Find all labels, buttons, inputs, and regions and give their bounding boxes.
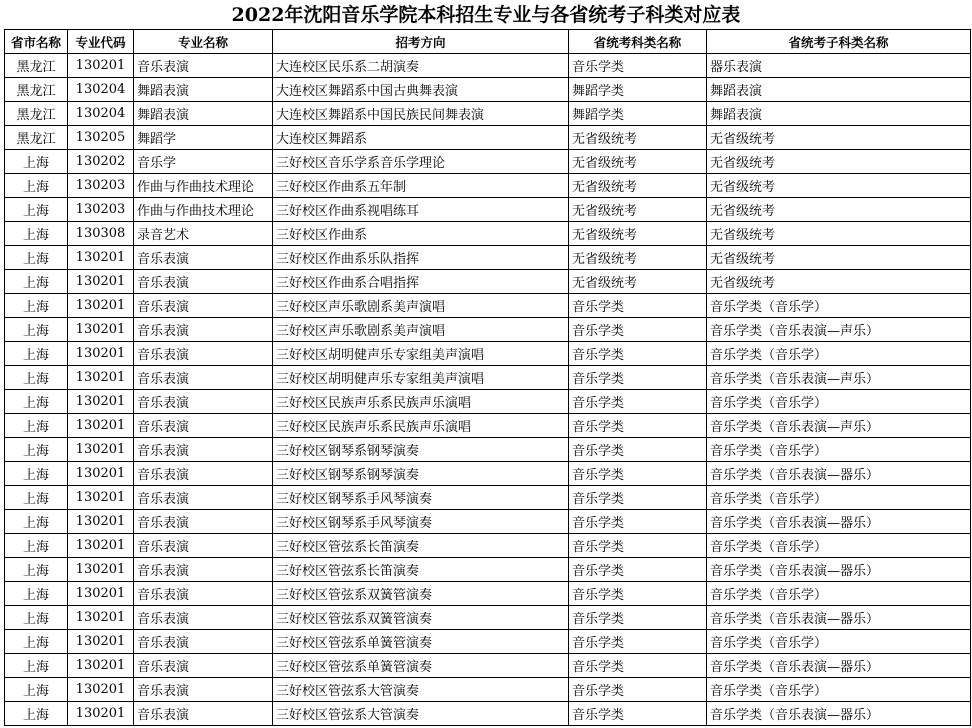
province-cell: 上海 bbox=[5, 390, 68, 414]
exam-subcategory-cell: 音乐学类（音乐表演—器乐） bbox=[707, 606, 971, 630]
table-row bbox=[5, 654, 971, 678]
province-cell: 上海 bbox=[5, 558, 68, 582]
table-row bbox=[5, 318, 971, 342]
major-code-cell: 130201 bbox=[68, 294, 134, 318]
exam-subcategory-cell: 无省级统考 bbox=[707, 246, 971, 270]
exam-subcategory-cell: 舞蹈表演 bbox=[707, 78, 971, 102]
exam-category-cell: 音乐学类 bbox=[569, 558, 707, 582]
table-row bbox=[5, 150, 971, 174]
exam-category-cell: 音乐学类 bbox=[569, 510, 707, 534]
exam-subcategory-cell: 音乐学类（音乐表演—声乐） bbox=[707, 414, 971, 438]
exam-category-cell: 舞蹈学类 bbox=[569, 102, 707, 126]
table-row bbox=[5, 582, 971, 606]
major-code-cell: 130201 bbox=[68, 678, 134, 702]
exam-category-cell: 音乐学类 bbox=[569, 390, 707, 414]
major-name-cell: 作曲与作曲技术理论 bbox=[134, 174, 273, 198]
province-cell: 黑龙江 bbox=[5, 54, 68, 78]
major-name-cell: 音乐表演 bbox=[134, 534, 273, 558]
major-name-cell: 音乐表演 bbox=[134, 678, 273, 702]
exam-category-cell: 无省级统考 bbox=[569, 270, 707, 294]
major-name-cell: 音乐表演 bbox=[134, 486, 273, 510]
major-code-cell: 130204 bbox=[68, 78, 134, 102]
major-code-cell: 130201 bbox=[68, 438, 134, 462]
major-name-cell: 音乐表演 bbox=[134, 630, 273, 654]
major-name-cell: 音乐表演 bbox=[134, 438, 273, 462]
major-code-cell: 130203 bbox=[68, 174, 134, 198]
column-header-province: 省市名称 bbox=[5, 30, 68, 54]
admission-direction-cell: 三好校区声乐歌剧系美声演唱 bbox=[273, 294, 569, 318]
exam-subcategory-cell: 无省级统考 bbox=[707, 150, 971, 174]
table-row bbox=[5, 270, 971, 294]
exam-subcategory-cell: 无省级统考 bbox=[707, 222, 971, 246]
table-row bbox=[5, 102, 971, 126]
admission-direction-cell: 三好校区钢琴系手风琴演奏 bbox=[273, 510, 569, 534]
table-row bbox=[5, 54, 971, 78]
mapping-table bbox=[4, 29, 971, 726]
exam-subcategory-cell: 音乐学类（音乐表演—声乐） bbox=[707, 318, 971, 342]
exam-category-cell: 无省级统考 bbox=[569, 126, 707, 150]
document-title: 2022年沈阳音乐学院本科招生专业与各省统考子科类对应表 bbox=[231, 4, 741, 26]
exam-category-cell: 音乐学类 bbox=[569, 534, 707, 558]
column-header-major-code: 专业代码 bbox=[68, 30, 134, 54]
major-code-cell: 130201 bbox=[68, 558, 134, 582]
province-cell: 上海 bbox=[5, 198, 68, 222]
admission-direction-cell: 三好校区管弦系双簧管演奏 bbox=[273, 606, 569, 630]
major-code-cell: 130201 bbox=[68, 270, 134, 294]
province-cell: 上海 bbox=[5, 582, 68, 606]
major-name-cell: 音乐表演 bbox=[134, 702, 273, 726]
table-row bbox=[5, 558, 971, 582]
exam-category-cell: 音乐学类 bbox=[569, 606, 707, 630]
exam-subcategory-cell: 音乐学类（音乐学） bbox=[707, 582, 971, 606]
major-code-cell: 130201 bbox=[68, 654, 134, 678]
major-name-cell: 舞蹈表演 bbox=[134, 78, 273, 102]
major-name-cell: 音乐表演 bbox=[134, 294, 273, 318]
major-code-cell: 130201 bbox=[68, 606, 134, 630]
major-code-cell: 130201 bbox=[68, 534, 134, 558]
admission-direction-cell: 大连校区民乐系二胡演奏 bbox=[273, 54, 569, 78]
province-cell: 上海 bbox=[5, 606, 68, 630]
table-row bbox=[5, 78, 971, 102]
major-code-cell: 130204 bbox=[68, 102, 134, 126]
major-name-cell: 音乐表演 bbox=[134, 270, 273, 294]
table-row bbox=[5, 702, 971, 726]
major-code-cell: 130201 bbox=[68, 486, 134, 510]
province-cell: 黑龙江 bbox=[5, 102, 68, 126]
table-row bbox=[5, 390, 971, 414]
exam-category-cell: 音乐学类 bbox=[569, 414, 707, 438]
province-cell: 上海 bbox=[5, 414, 68, 438]
exam-subcategory-cell: 音乐学类（音乐学） bbox=[707, 390, 971, 414]
major-name-cell: 舞蹈表演 bbox=[134, 102, 273, 126]
exam-category-cell: 音乐学类 bbox=[569, 54, 707, 78]
table-row bbox=[5, 486, 971, 510]
admission-direction-cell: 三好校区胡明健声乐专家组美声演唱 bbox=[273, 366, 569, 390]
province-cell: 上海 bbox=[5, 510, 68, 534]
major-name-cell: 音乐表演 bbox=[134, 558, 273, 582]
major-code-cell: 130201 bbox=[68, 414, 134, 438]
admission-direction-cell: 三好校区作曲系 bbox=[273, 222, 569, 246]
major-name-cell: 音乐学 bbox=[134, 150, 273, 174]
exam-category-cell: 音乐学类 bbox=[569, 702, 707, 726]
exam-subcategory-cell: 无省级统考 bbox=[707, 126, 971, 150]
province-cell: 上海 bbox=[5, 270, 68, 294]
exam-subcategory-cell: 音乐学类（音乐学） bbox=[707, 294, 971, 318]
exam-category-cell: 音乐学类 bbox=[569, 486, 707, 510]
admission-direction-cell: 三好校区钢琴系钢琴演奏 bbox=[273, 462, 569, 486]
exam-category-cell: 无省级统考 bbox=[569, 222, 707, 246]
exam-category-cell: 音乐学类 bbox=[569, 294, 707, 318]
exam-category-cell: 无省级统考 bbox=[569, 246, 707, 270]
admission-direction-cell: 三好校区民族声乐系民族声乐演唱 bbox=[273, 390, 569, 414]
admission-direction-cell: 三好校区管弦系单簧管演奏 bbox=[273, 630, 569, 654]
province-cell: 上海 bbox=[5, 366, 68, 390]
major-code-cell: 130201 bbox=[68, 582, 134, 606]
major-name-cell: 音乐表演 bbox=[134, 342, 273, 366]
admission-direction-cell: 三好校区民族声乐系民族声乐演唱 bbox=[273, 414, 569, 438]
major-code-cell: 130201 bbox=[68, 462, 134, 486]
exam-category-cell: 无省级统考 bbox=[569, 198, 707, 222]
admission-direction-cell: 三好校区声乐歌剧系美声演唱 bbox=[273, 318, 569, 342]
province-cell: 上海 bbox=[5, 150, 68, 174]
exam-category-cell: 音乐学类 bbox=[569, 462, 707, 486]
exam-subcategory-cell: 音乐学类（音乐学） bbox=[707, 534, 971, 558]
admission-direction-cell: 三好校区管弦系长笛演奏 bbox=[273, 534, 569, 558]
exam-subcategory-cell: 音乐学类（音乐学） bbox=[707, 630, 971, 654]
exam-subcategory-cell: 音乐学类（音乐表演—器乐） bbox=[707, 558, 971, 582]
province-cell: 上海 bbox=[5, 342, 68, 366]
major-code-cell: 130308 bbox=[68, 222, 134, 246]
column-header-exam-subcategory: 省统考子科类名称 bbox=[707, 30, 971, 54]
admission-direction-cell: 三好校区管弦系大管演奏 bbox=[273, 678, 569, 702]
exam-category-cell: 无省级统考 bbox=[569, 150, 707, 174]
major-code-cell: 130201 bbox=[68, 342, 134, 366]
exam-subcategory-cell: 音乐学类（音乐学） bbox=[707, 486, 971, 510]
column-header-exam-category: 省统考科类名称 bbox=[569, 30, 707, 54]
table-row bbox=[5, 126, 971, 150]
major-code-cell: 130201 bbox=[68, 366, 134, 390]
major-code-cell: 130201 bbox=[68, 318, 134, 342]
exam-category-cell: 无省级统考 bbox=[569, 174, 707, 198]
header-row bbox=[5, 30, 971, 54]
province-cell: 上海 bbox=[5, 702, 68, 726]
major-name-cell: 音乐表演 bbox=[134, 54, 273, 78]
major-name-cell: 录音艺术 bbox=[134, 222, 273, 246]
exam-subcategory-cell: 音乐学类（音乐学） bbox=[707, 342, 971, 366]
exam-subcategory-cell: 无省级统考 bbox=[707, 174, 971, 198]
major-name-cell: 舞蹈学 bbox=[134, 126, 273, 150]
province-cell: 上海 bbox=[5, 222, 68, 246]
major-name-cell: 音乐表演 bbox=[134, 318, 273, 342]
exam-category-cell: 音乐学类 bbox=[569, 654, 707, 678]
admission-direction-cell: 大连校区舞蹈系 bbox=[273, 126, 569, 150]
province-cell: 黑龙江 bbox=[5, 126, 68, 150]
major-code-cell: 130201 bbox=[68, 510, 134, 534]
exam-category-cell: 音乐学类 bbox=[569, 678, 707, 702]
table-row bbox=[5, 342, 971, 366]
province-cell: 上海 bbox=[5, 486, 68, 510]
table-row bbox=[5, 246, 971, 270]
exam-category-cell: 音乐学类 bbox=[569, 582, 707, 606]
exam-category-cell: 音乐学类 bbox=[569, 438, 707, 462]
exam-subcategory-cell: 音乐学类（音乐表演—器乐） bbox=[707, 462, 971, 486]
major-name-cell: 音乐表演 bbox=[134, 654, 273, 678]
major-code-cell: 130201 bbox=[68, 702, 134, 726]
major-code-cell: 130201 bbox=[68, 390, 134, 414]
major-name-cell: 音乐表演 bbox=[134, 462, 273, 486]
major-name-cell: 音乐表演 bbox=[134, 366, 273, 390]
table-row bbox=[5, 198, 971, 222]
exam-subcategory-cell: 音乐学类（音乐学） bbox=[707, 438, 971, 462]
table-row bbox=[5, 462, 971, 486]
admission-direction-cell: 大连校区舞蹈系中国民族民间舞表演 bbox=[273, 102, 569, 126]
major-name-cell: 音乐表演 bbox=[134, 606, 273, 630]
table-row bbox=[5, 630, 971, 654]
province-cell: 黑龙江 bbox=[5, 78, 68, 102]
province-cell: 上海 bbox=[5, 678, 68, 702]
major-code-cell: 130201 bbox=[68, 246, 134, 270]
admission-direction-cell: 三好校区管弦系长笛演奏 bbox=[273, 558, 569, 582]
province-cell: 上海 bbox=[5, 438, 68, 462]
table-body bbox=[5, 54, 971, 726]
exam-subcategory-cell: 音乐学类（音乐表演—器乐） bbox=[707, 510, 971, 534]
table-row bbox=[5, 678, 971, 702]
table-row bbox=[5, 534, 971, 558]
admission-direction-cell: 大连校区舞蹈系中国古典舞表演 bbox=[273, 78, 569, 102]
table-row bbox=[5, 222, 971, 246]
admission-direction-cell: 三好校区作曲系五年制 bbox=[273, 174, 569, 198]
admission-direction-cell: 三好校区钢琴系钢琴演奏 bbox=[273, 438, 569, 462]
major-name-cell: 音乐表演 bbox=[134, 414, 273, 438]
province-cell: 上海 bbox=[5, 294, 68, 318]
exam-category-cell: 舞蹈学类 bbox=[569, 78, 707, 102]
admission-direction-cell: 三好校区管弦系单簧管演奏 bbox=[273, 654, 569, 678]
admission-direction-cell: 三好校区胡明健声乐专家组美声演唱 bbox=[273, 342, 569, 366]
column-header-admission-direction: 招考方向 bbox=[273, 30, 569, 54]
table-row bbox=[5, 438, 971, 462]
exam-subcategory-cell: 器乐表演 bbox=[707, 54, 971, 78]
province-cell: 上海 bbox=[5, 654, 68, 678]
major-name-cell: 音乐表演 bbox=[134, 510, 273, 534]
table-header bbox=[5, 30, 971, 54]
exam-category-cell: 音乐学类 bbox=[569, 318, 707, 342]
major-code-cell: 130203 bbox=[68, 198, 134, 222]
province-cell: 上海 bbox=[5, 246, 68, 270]
major-name-cell: 音乐表演 bbox=[134, 246, 273, 270]
admission-direction-cell: 三好校区作曲系合唱指挥 bbox=[273, 270, 569, 294]
province-cell: 上海 bbox=[5, 174, 68, 198]
admission-direction-cell: 三好校区作曲系视唱练耳 bbox=[273, 198, 569, 222]
major-code-cell: 130201 bbox=[68, 630, 134, 654]
column-header-major-name: 专业名称 bbox=[134, 30, 273, 54]
major-code-cell: 130201 bbox=[68, 54, 134, 78]
exam-subcategory-cell: 音乐学类（音乐表演—器乐） bbox=[707, 654, 971, 678]
province-cell: 上海 bbox=[5, 462, 68, 486]
table-row bbox=[5, 510, 971, 534]
exam-subcategory-cell: 音乐学类（音乐学） bbox=[707, 678, 971, 702]
exam-subcategory-cell: 舞蹈表演 bbox=[707, 102, 971, 126]
province-cell: 上海 bbox=[5, 534, 68, 558]
table-row bbox=[5, 606, 971, 630]
exam-subcategory-cell: 音乐学类（音乐表演—器乐） bbox=[707, 702, 971, 726]
admission-direction-cell: 三好校区管弦系双簧管演奏 bbox=[273, 582, 569, 606]
table-row bbox=[5, 366, 971, 390]
major-code-cell: 130202 bbox=[68, 150, 134, 174]
exam-category-cell: 音乐学类 bbox=[569, 630, 707, 654]
exam-subcategory-cell: 无省级统考 bbox=[707, 270, 971, 294]
table-row bbox=[5, 414, 971, 438]
table-row bbox=[5, 174, 971, 198]
exam-subcategory-cell: 无省级统考 bbox=[707, 198, 971, 222]
major-code-cell: 130205 bbox=[68, 126, 134, 150]
province-cell: 上海 bbox=[5, 630, 68, 654]
admission-direction-cell: 三好校区钢琴系手风琴演奏 bbox=[273, 486, 569, 510]
exam-category-cell: 音乐学类 bbox=[569, 342, 707, 366]
province-cell: 上海 bbox=[5, 318, 68, 342]
admission-direction-cell: 三好校区管弦系大管演奏 bbox=[273, 702, 569, 726]
major-name-cell: 作曲与作曲技术理论 bbox=[134, 198, 273, 222]
major-name-cell: 音乐表演 bbox=[134, 582, 273, 606]
exam-category-cell: 音乐学类 bbox=[569, 366, 707, 390]
admission-direction-cell: 三好校区作曲系乐队指挥 bbox=[273, 246, 569, 270]
table-row bbox=[5, 294, 971, 318]
exam-subcategory-cell: 音乐学类（音乐表演—声乐） bbox=[707, 366, 971, 390]
major-name-cell: 音乐表演 bbox=[134, 390, 273, 414]
admission-direction-cell: 三好校区音乐学系音乐学理论 bbox=[273, 150, 569, 174]
